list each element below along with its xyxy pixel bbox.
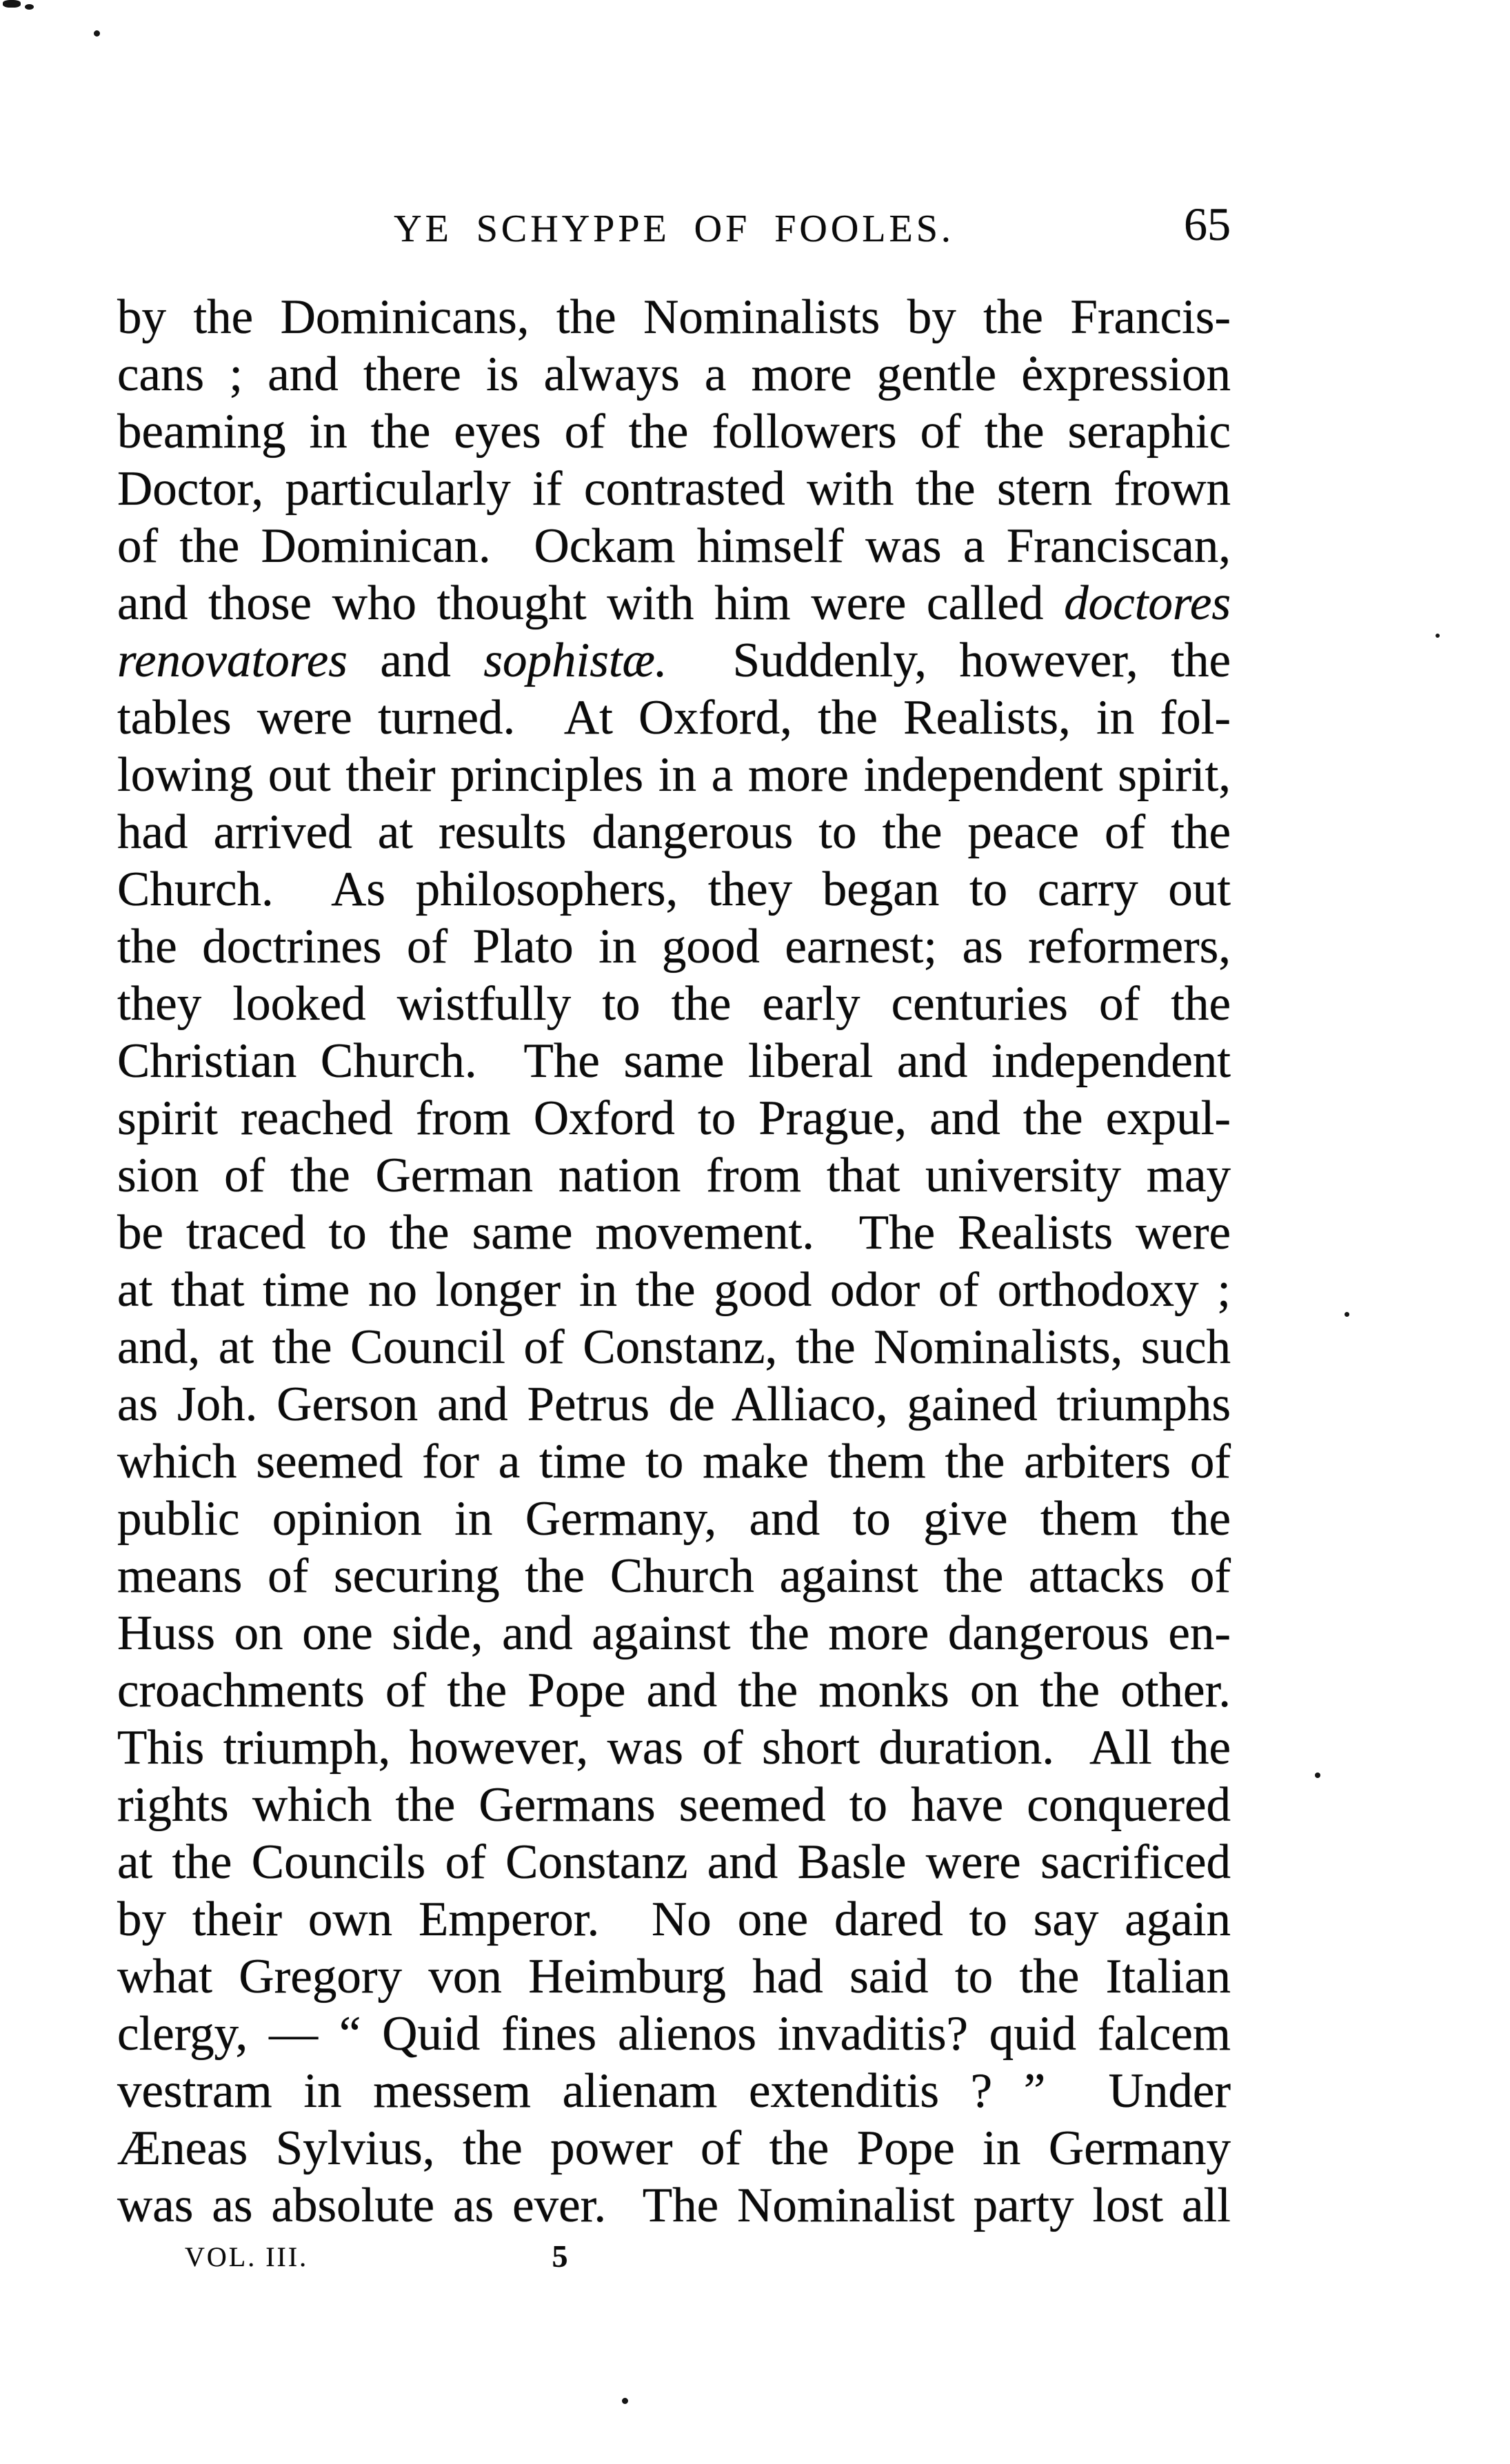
text-segment: as Joh. Gerson and Petrus de Alliaco, gained triumphs (117, 1377, 1231, 1431)
text-segment: by their own Emperor. No one dared to say again (117, 1892, 1231, 1946)
text-segment: at the Councils of Constanz and Basle were sacrificed (117, 1835, 1231, 1889)
text-line (117, 1376, 1231, 1433)
italic-text-segment: sophistæ. (483, 634, 667, 687)
scan-speck (3, 0, 21, 8)
text-line (117, 1777, 1231, 1834)
text-segment: Doctor, particularly if contrasted with the stern frown (117, 462, 1231, 516)
text-segment: Huss on one side, and against the more dangerous en- (117, 1606, 1231, 1660)
scan-speck (1315, 1773, 1320, 1778)
text-block (117, 289, 1231, 2234)
text-segment: cans ; and there is always a more gentle expression (117, 347, 1231, 401)
text-line (117, 976, 1231, 1033)
text-segment: vestram in messem alienam extenditis ? ” Under (117, 2064, 1231, 2118)
text-line (117, 1605, 1231, 1662)
text-line (117, 1719, 1231, 1777)
text-line (117, 1147, 1231, 1204)
text-line (117, 1834, 1231, 1891)
text-line (117, 1948, 1231, 2006)
text-line (117, 1319, 1231, 1376)
text-segment: means of securing the Church against the attacks of (117, 1549, 1231, 1603)
text-line (117, 1262, 1231, 1319)
text-line (117, 518, 1231, 575)
footer-signature-number: 5 (552, 2239, 568, 2274)
scan-speck (1436, 634, 1440, 638)
text-segment: which seemed for a time to make them the arbiters of (117, 1435, 1231, 1488)
footer-volume-label: VOL. III. (185, 2241, 309, 2272)
text-line (117, 575, 1231, 632)
text-segment: at that time no longer in the good odor of orthodoxy ; (117, 1263, 1231, 1317)
text-line (117, 747, 1231, 804)
scan-speck (1345, 1312, 1349, 1317)
text-line (117, 861, 1231, 918)
text-segment: was as absolute as ever. The Nominalist party lost all (117, 2179, 1231, 2232)
text-line (117, 403, 1231, 461)
text-segment: tables were turned. At Oxford, the Realists, in fol- (117, 691, 1231, 745)
text-segment: Suddenly, however, the (667, 634, 1231, 687)
text-segment: of the Dominican. Ockam himself was a Franciscan, (117, 519, 1231, 573)
text-segment: lowing out their principles in a more independent spirit, (117, 748, 1231, 802)
text-segment: rights which the Germans seemed to have conquered (117, 1778, 1231, 1832)
text-line (117, 804, 1231, 861)
scan-speck (622, 2398, 628, 2404)
text-line (117, 1662, 1231, 1719)
italic-text-segment: doctores (1064, 576, 1231, 630)
text-line (117, 1891, 1231, 1948)
running-title: YE SCHYPPE OF FOOLES. (394, 208, 954, 250)
text-segment: Church. As philosophers, they began to carry out (117, 862, 1231, 916)
italic-text-segment: renovatores (117, 634, 348, 687)
page-number: 65 (1184, 198, 1231, 250)
text-segment: clergy, — “ Quid fines alienos invaditis? quid falcem (117, 2007, 1231, 2061)
text-segment: and those who thought with him were called (117, 576, 1065, 630)
text-segment: croachments of the Pope and the monks on the other. (117, 1664, 1231, 1717)
text-line (117, 289, 1231, 346)
text-segment: what Gregory von Heimburg had said to the Italian (117, 1950, 1231, 2003)
text-line (117, 632, 1231, 689)
text-line (117, 1204, 1231, 1262)
page-header (117, 198, 1231, 269)
text-line (117, 1433, 1231, 1491)
text-line (117, 2177, 1231, 2234)
text-segment: beaming in the eyes of the followers of the seraphic (117, 405, 1231, 458)
text-line (117, 461, 1231, 518)
text-segment: the doctrines of Plato in good earnest; as reformers, (117, 920, 1231, 973)
text-segment: sion of the German nation from that university may (117, 1149, 1231, 1202)
text-segment: be traced to the same movement. The Realists were (117, 1206, 1231, 1260)
text-line (117, 346, 1231, 403)
text-segment: Æneas Sylvius, the power of the Pope in Germany (117, 2121, 1231, 2175)
text-line (117, 1090, 1231, 1147)
text-line (117, 2006, 1231, 2063)
text-line (117, 2120, 1231, 2177)
text-segment: and, at the Council of Constanz, the Nominalists, such (117, 1320, 1231, 1374)
text-line (117, 918, 1231, 976)
scan-speck (94, 30, 100, 37)
text-segment: public opinion in Germany, and to give them the (117, 1492, 1231, 1546)
text-segment: they looked wistfully to the early centuries of the (117, 977, 1231, 1031)
text-segment: This triumph, however, was of short duration. All the (117, 1721, 1231, 1775)
text-segment: spirit reached from Oxford to Prague, and the expul- (117, 1091, 1231, 1145)
text-segment: had arrived at results dangerous to the peace of the (117, 805, 1231, 859)
text-segment: and (347, 634, 484, 687)
text-segment: by the Dominicans, the Nominalists by the Francis- (117, 290, 1231, 344)
text-line (117, 1548, 1231, 1605)
text-line (117, 689, 1231, 747)
text-line (117, 1033, 1231, 1090)
text-line (117, 2063, 1231, 2120)
scan-speck (25, 4, 34, 10)
text-line (117, 1491, 1231, 1548)
text-segment: Christian Church. The same liberal and independent (117, 1034, 1231, 1088)
